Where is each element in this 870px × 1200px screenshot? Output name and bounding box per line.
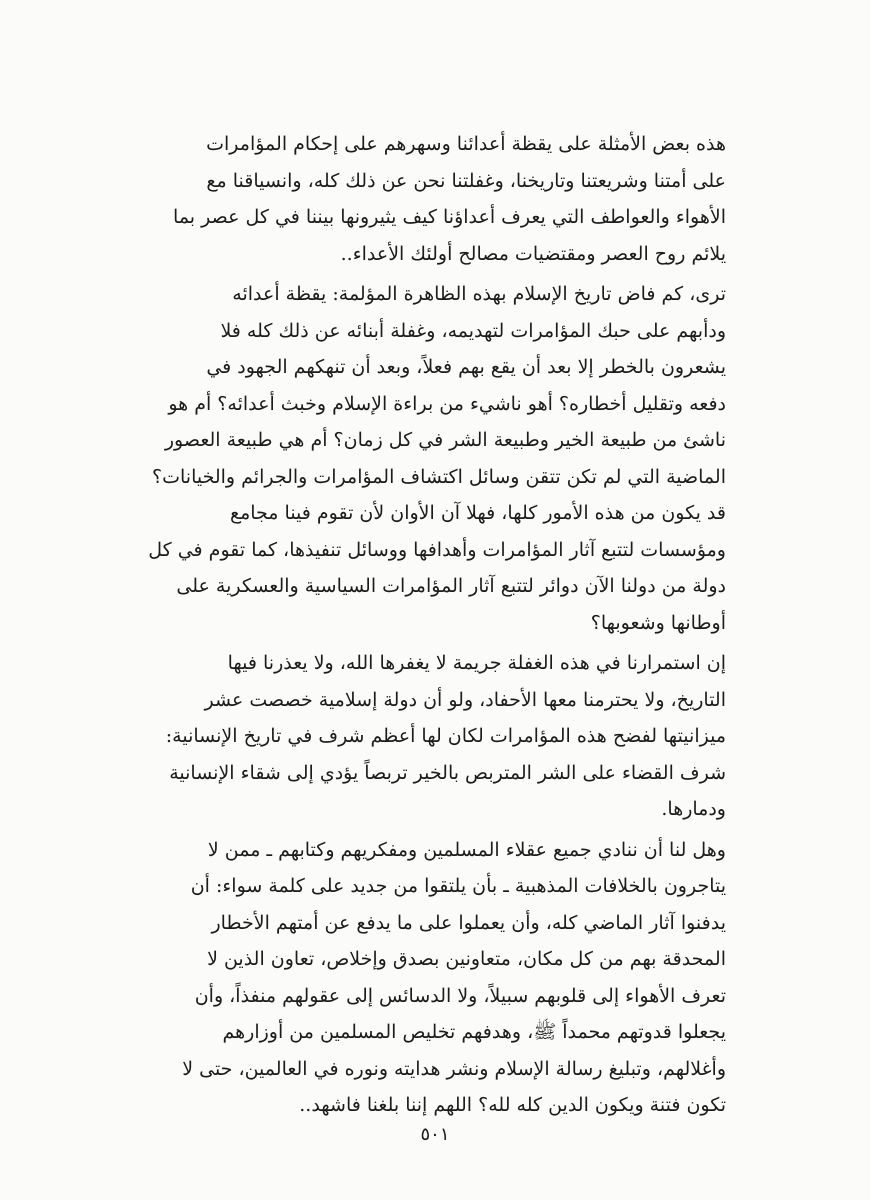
text-line: يلائم روح العصر ومقتضيات مصالح أولئك الأعداء.. [340, 242, 726, 265]
text-line: يشعرون بالخطر إلا بعد أن يقع بهم فعلاً، وبعد أن تنهكهم الجهود في [206, 356, 726, 378]
text-line: ومؤسسات لتتبع آثار المؤامرات وأهدافها ووسائل تنفيذها، كما تقوم في كل [148, 538, 726, 561]
text-line: ودمارها. [661, 798, 726, 820]
body-text [140, 126, 726, 1124]
text-line: يتاجرون بالخلافات المذهبية ـ بأن يلتقوا من جديد على كلمة سواء: أن [190, 875, 726, 897]
text-line: يجعلوا قدوتهم محمداً ﷺ، وهدفهم تخليص المسلمين من أوزارهم [222, 1021, 726, 1043]
text-line: على أمتنا وشريعتنا وتاريخنا، وغفلتنا نحن عن ذلك كله، وانسياقنا مع [206, 169, 726, 192]
text-line: ميزانيتها لفضح هذه المؤامرات لكان لها أعظم شرف في تاريخ الإنسانية: [165, 725, 726, 747]
paragraph [140, 832, 726, 1124]
text-line: دفعه وتقليل أخطاره؟ أهو ناشيء من براءة الإسلام وخبث أعدائه؟ أم هو [168, 392, 726, 415]
text-line: ناشئ من طبيعة الخير وطبيعة الشر في كل زمان؟ أم هي طبيعة العصور [164, 429, 726, 451]
text-line: التاريخ، ولا يحترمنا معها الأحفاد، ولو أن دولة إسلامية خصصت عشر [204, 688, 726, 711]
text-line: دولة من دولنا الآن دوائر لتتبع آثار المؤامرات السياسية والعسكرية على [176, 575, 726, 597]
text-line: المحدقة بهم من كل مكان، متعاونين بصدق وإخلاص، تعاون الذين لا [207, 948, 726, 970]
text-line: ودأبهم على حبك المؤامرات لتهديمه، وغفلة أبنائه عن ذلك كله فلا [220, 319, 726, 342]
paragraph [140, 645, 726, 828]
text-line: تعرف الأهواء إلى قلوبهم سبيلاً، ولا الدسائس إلى عقولهم منفذاً، وأن [194, 984, 726, 1007]
text-line: قد يكون من هذه الأمور كلها، فهلا آن الأوان لأن تقوم فينا مجامع [229, 502, 726, 524]
text-line: أوطانها وشعوبها؟ [590, 611, 726, 634]
page-number: ٥٠١ [420, 1124, 450, 1145]
text-line: تكون فتنة ويكون الدين كله لله؟ اللهم إننا بلغنا فاشهد.. [299, 1094, 726, 1116]
text-line: يدفنوا آثار الماضي كله، وأن يعملوا على ما يدفع عن أمتهم الأخطار [211, 911, 726, 934]
paragraph [140, 276, 726, 641]
text-line: الماضية التي لم تكن تتقن وسائل اكتشاف المؤامرات والجرائم والخيانات؟ [152, 465, 726, 488]
text-line: شرف القضاء على الشر المتربص بالخير تربصاً يؤدي إلى شقاء الإنسانية [169, 761, 726, 784]
text-line: الأهواء والعواطف التي يعرف أعداؤنا كيف يثيرونها بيننا في كل عصر بما [173, 206, 726, 228]
text-line: ترى، كم فاض تاريخ الإسلام بهذه الظاهرة المؤلمة: يقظة أعدائه [232, 283, 726, 305]
text-line: وهل لنا أن ننادي جميع عقلاء المسلمين ومفكريهم وكتابهم ـ ممن لا [207, 838, 726, 861]
paragraph [140, 126, 726, 272]
text-line: هذه بعض الأمثلة على يقظة أعدائنا وسهرهم على إحكام المؤامرات [206, 133, 726, 155]
text-line: إن استمرارنا في هذه الغفلة جريمة لا يغفرها الله، ولا يعذرنا فيها [227, 652, 726, 674]
text-line: وأغلالهم، وتبليغ رسالة الإسلام ونشر هدايته ونوره في العالمين، حتى لا [182, 1057, 726, 1080]
